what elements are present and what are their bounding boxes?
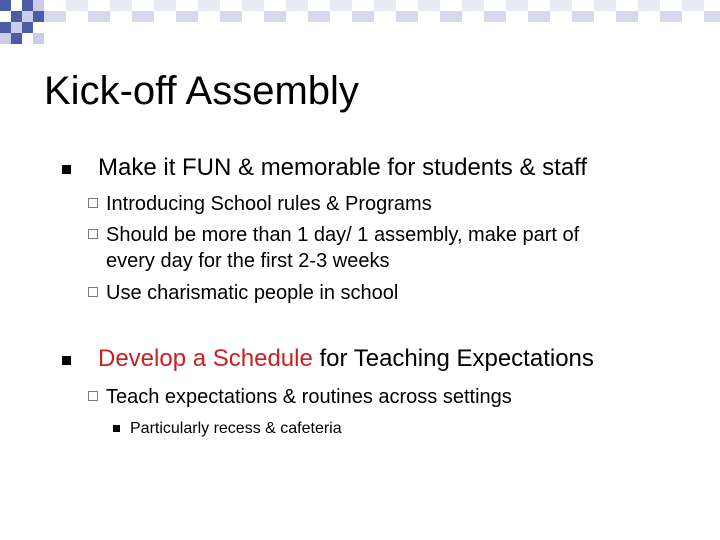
sub-bullet-text: Should be more than 1 day/ 1 assembly, make part of [106, 224, 580, 246]
corner-checker-decoration [0, 0, 44, 44]
small-square-bullet-icon [113, 425, 120, 432]
sub-bullet-text: Use charismatic people in school [106, 282, 399, 304]
bullet-highlight-text: Develop a Schedule [98, 345, 313, 372]
sub-sub-bullet-text: Particularly recess & cafeteria [130, 420, 342, 437]
sub-bullet-text: Introducing School rules & Programs [106, 193, 432, 215]
hollow-square-bullet-icon [88, 229, 98, 239]
hollow-square-bullet-icon [88, 391, 98, 401]
hollow-square-bullet-icon [88, 287, 98, 297]
header-stripe-top [44, 0, 720, 11]
header-stripe [44, 11, 720, 22]
bullet-rest-text: for Teaching Expectations [312, 345, 594, 372]
slide-title: Kick-off Assembly [44, 69, 359, 113]
bullet-text [98, 345, 594, 373]
square-bullet-icon [62, 356, 71, 365]
sub-bullet-text: Teach expectations & routines across settings [106, 386, 512, 408]
bullet-text: Make it FUN & memorable for students & staff [98, 154, 588, 181]
sub-bullet-text: every day for the first 2-3 weeks [106, 250, 390, 272]
square-bullet-icon [62, 165, 71, 174]
hollow-square-bullet-icon [88, 198, 98, 208]
